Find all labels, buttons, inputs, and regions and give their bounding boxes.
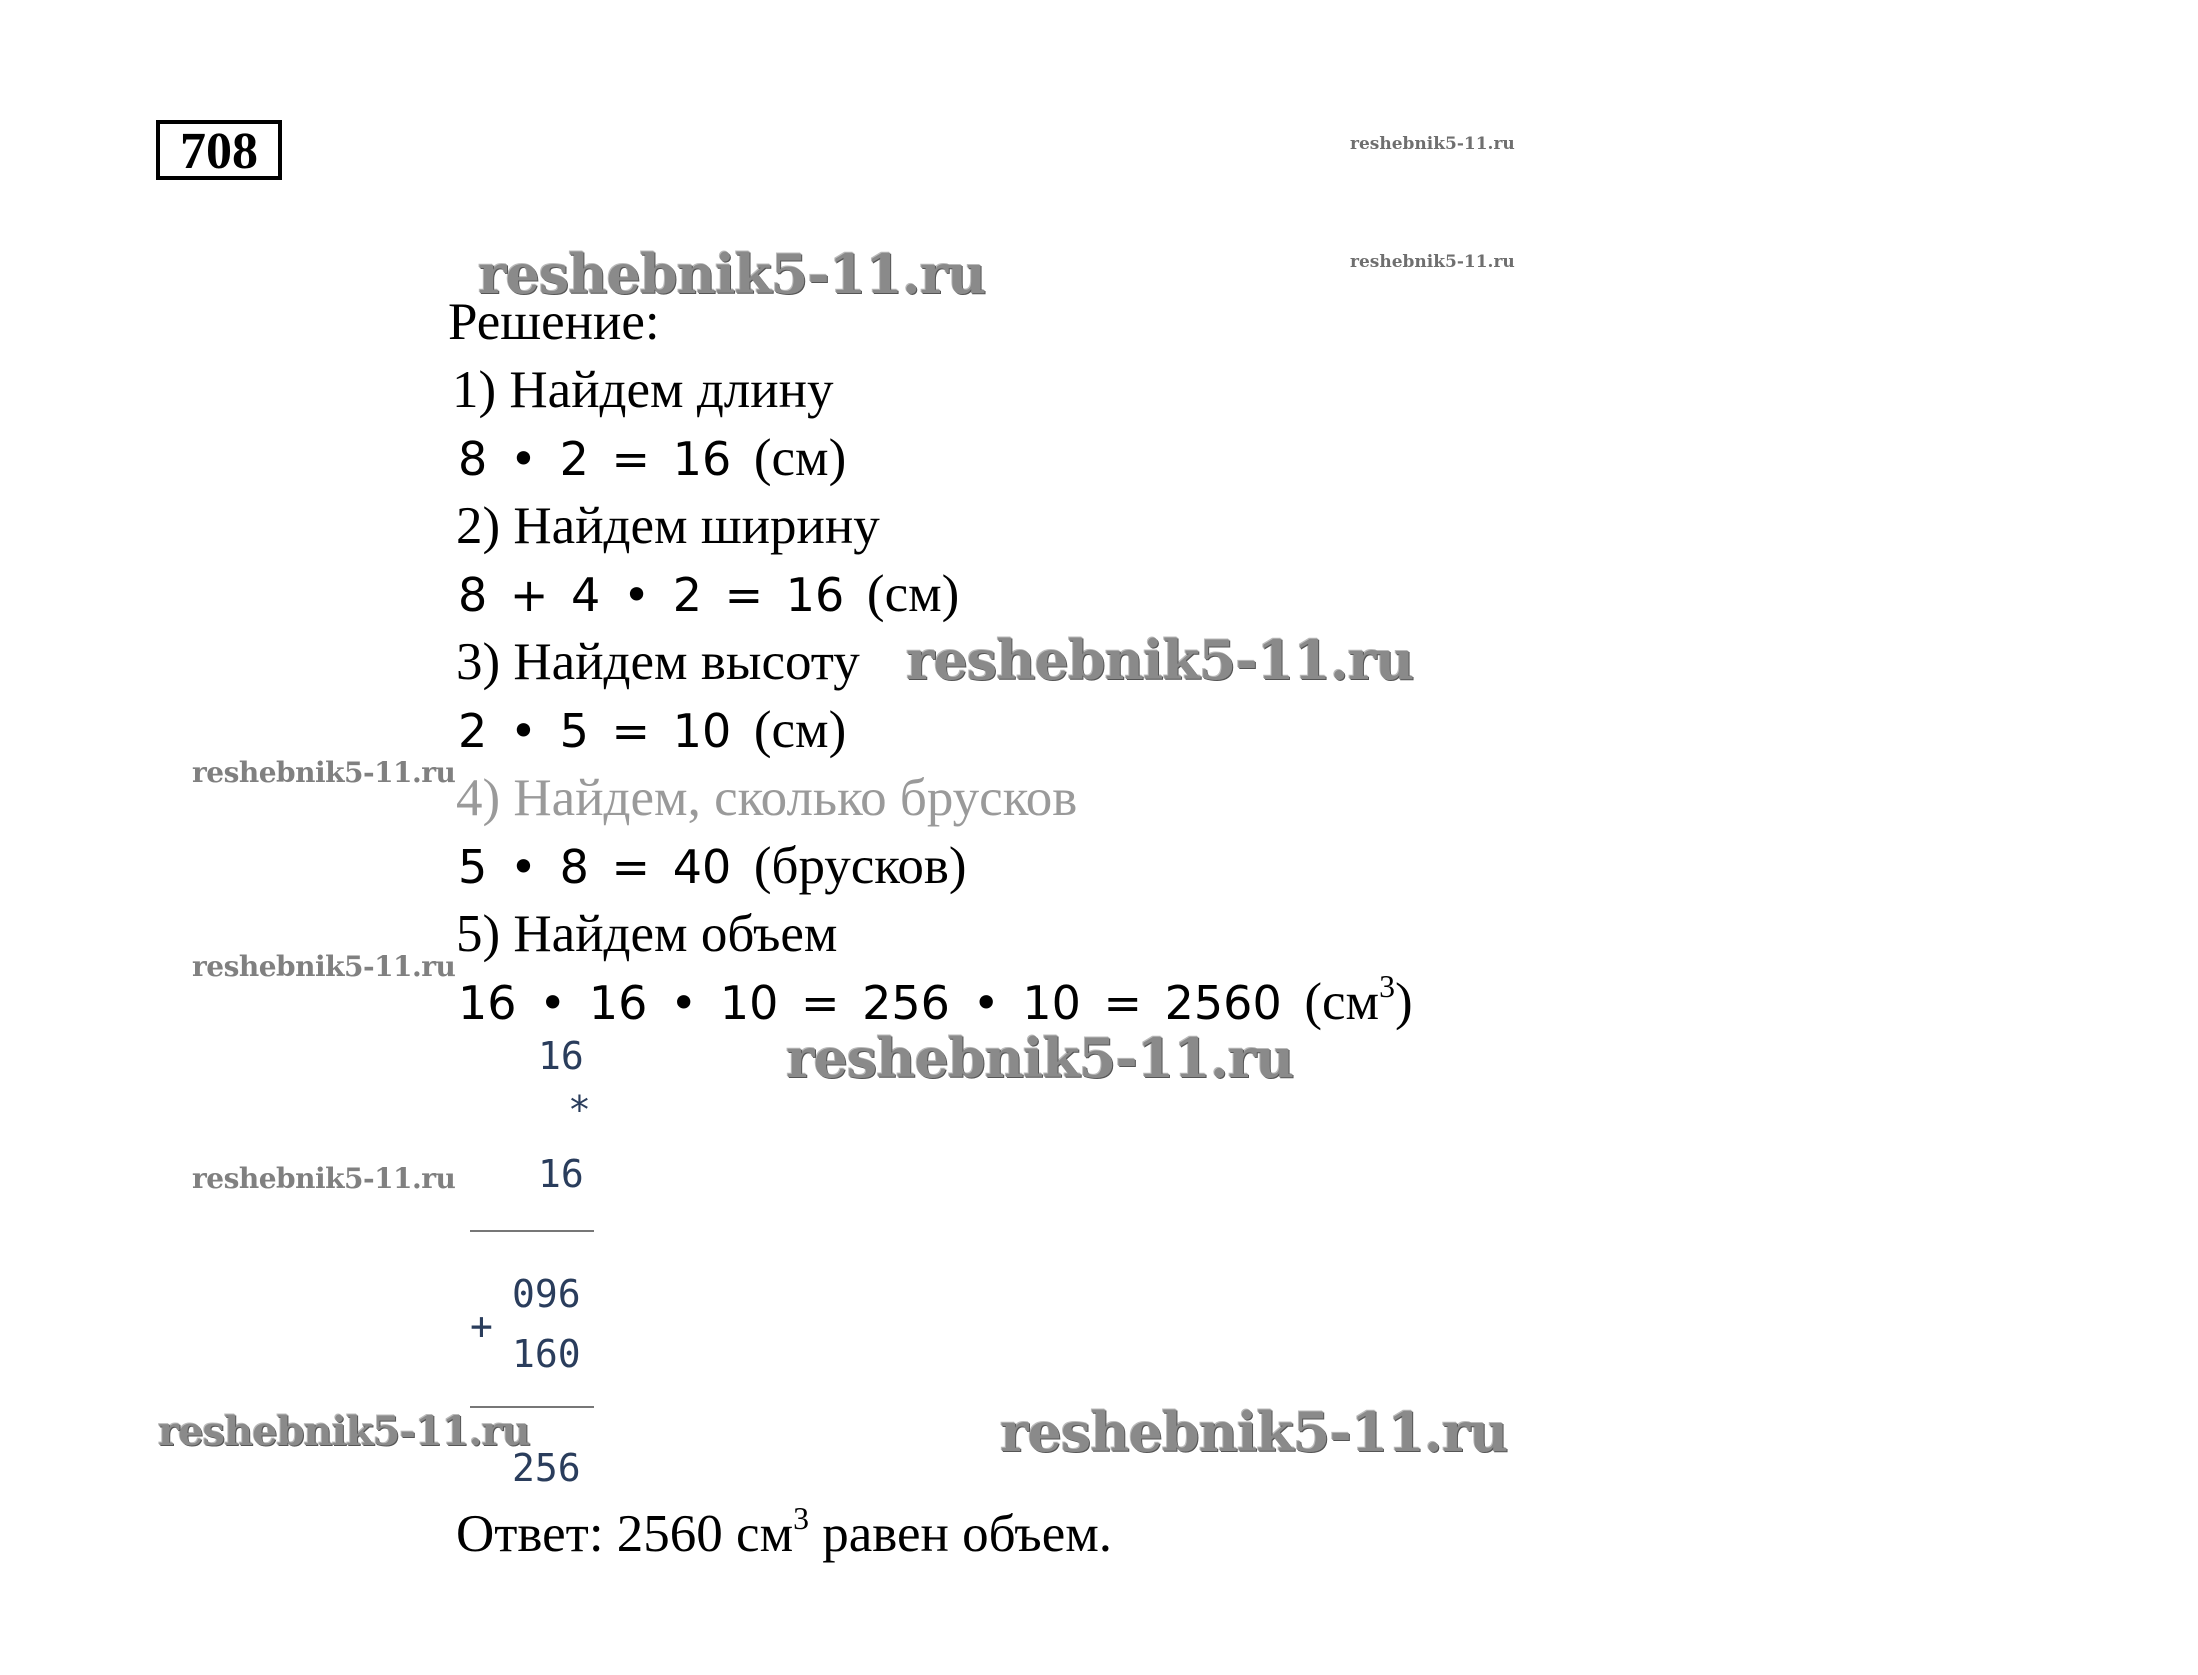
watermark-large: reshebnik5-11.ru [1000, 1400, 1508, 1464]
watermark-large: reshebnik5-11.ru [906, 628, 1414, 692]
step-3-expression [458, 700, 846, 761]
calc-partial-2: 160 [512, 1332, 581, 1376]
step-4-label: 4) Найдем, сколько брусков [456, 769, 1078, 827]
step-4-expression [458, 836, 967, 897]
step-3-expr: 2 • 5 = 10 [458, 704, 732, 758]
task-number: 708 [156, 120, 282, 180]
watermark-large: reshebnik5-11.ru [158, 1408, 530, 1455]
answer-sup: 3 [793, 1500, 810, 1536]
calc-plus: + [470, 1304, 493, 1348]
watermark-small: reshebnik5-11.ru [1350, 252, 1515, 272]
step-1-unit: (см) [753, 429, 847, 487]
calc-multiplier: 16 [538, 1152, 584, 1196]
step-5-expr: 16 • 16 • 10 = 256 • 10 = 2560 [458, 976, 1282, 1030]
answer-line [456, 1500, 1113, 1564]
step-2-unit: (см) [866, 565, 960, 623]
solution-heading: Решение: [448, 293, 660, 351]
step-2-expr: 8 + 4 • 2 = 16 [458, 568, 845, 622]
watermark-large: reshebnik5-11.ru [786, 1026, 1294, 1090]
step-3-label: 3) Найдем высоту [456, 633, 860, 691]
step-1-expr: 8 • 2 = 16 [458, 432, 732, 486]
step-1-expression [458, 428, 846, 489]
calc-rule-1 [470, 1230, 594, 1232]
step-3-unit: (см) [753, 701, 847, 759]
calc-multiplicand: 16 [538, 1034, 584, 1078]
step-4-unit: (брусков) [753, 837, 967, 895]
step-5-label: 5) Найдем объем [456, 905, 838, 963]
step-1-label: 1) Найдем длину [452, 361, 834, 419]
step-2-label: 2) Найдем ширину [456, 497, 880, 555]
watermark-medium: reshebnik5-11.ru [192, 756, 456, 789]
calc-partial-1: 096 [512, 1272, 581, 1316]
calc-operator: * [568, 1088, 591, 1132]
step-5-unit-sup: 3 [1379, 968, 1395, 1004]
step-2-expression [458, 564, 959, 625]
step-5-unit-close: ) [1394, 973, 1413, 1031]
watermark-medium: reshebnik5-11.ru [192, 950, 456, 983]
calc-result: 256 [512, 1446, 581, 1490]
step-4-expr: 5 • 8 = 40 [458, 840, 732, 894]
answer-prefix: Ответ: 2560 см [456, 1505, 794, 1563]
watermark-small: reshebnik5-11.ru [1350, 134, 1515, 154]
watermark-large: reshebnik5-11.ru [478, 242, 986, 306]
step-5-expression [458, 968, 1413, 1033]
step-5-unit-open: (см [1304, 973, 1380, 1031]
step-5-unit [1304, 968, 1413, 1031]
watermark-medium: reshebnik5-11.ru [192, 1162, 456, 1195]
answer-suffix: равен объем. [809, 1505, 1113, 1563]
